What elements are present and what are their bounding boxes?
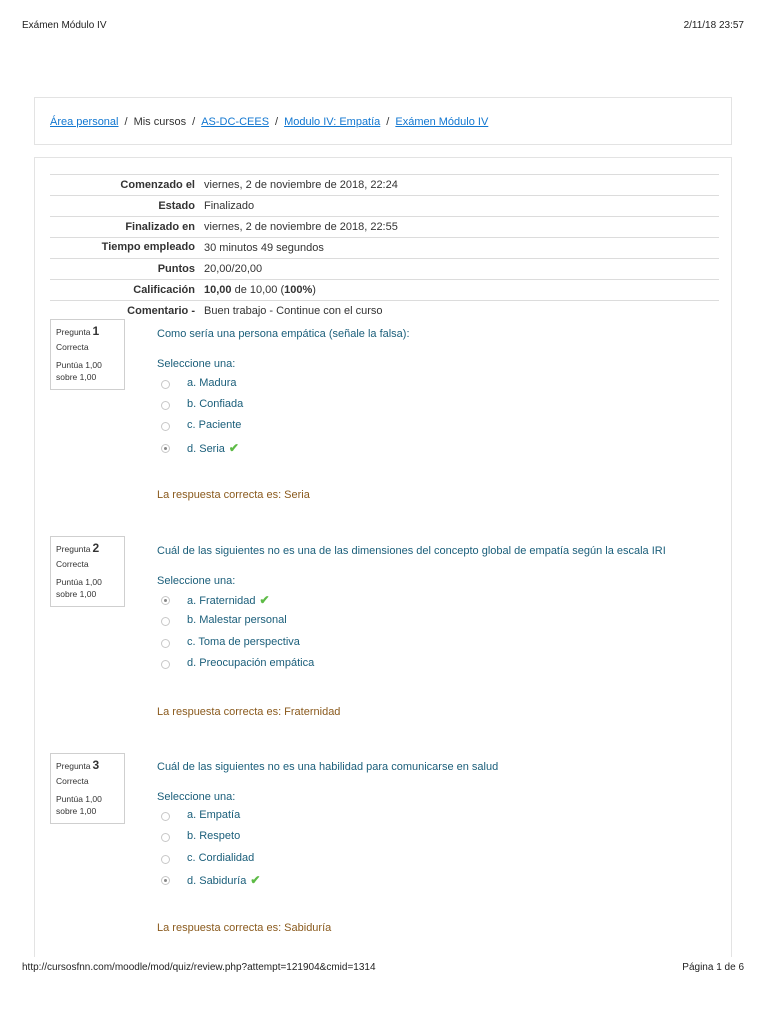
breadcrumb	[50, 116, 488, 128]
answer-prompt-1: Seleccione una:	[157, 358, 236, 370]
summary-value: Buen trabajo - Continue con el curso	[204, 305, 383, 317]
answer-label: c. Paciente	[187, 419, 242, 431]
answer-label: a. Empatía	[187, 809, 241, 821]
summary-row-finished	[50, 217, 719, 238]
answer-label: d. Seria	[187, 443, 225, 455]
print-header	[22, 20, 744, 34]
question-text-2: Cuál de las siguientes no es una de las dimensiones del concepto global de empatía según la escala IRI	[157, 545, 666, 557]
check-icon: ✔	[250, 873, 261, 887]
breadcrumb-separator: /	[275, 116, 279, 128]
breadcrumb-separator: /	[386, 116, 390, 128]
answer-prompt-2: Seleccione una:	[157, 575, 236, 587]
summary-row-state	[50, 196, 719, 217]
print-footer	[22, 962, 744, 976]
summary-label: Finalizado en	[125, 221, 195, 233]
summary-value: viernes, 2 de noviembre de 2018, 22:24	[204, 179, 398, 191]
quiz-review-content	[34, 157, 732, 957]
radio-button[interactable]	[161, 833, 170, 842]
question-label: Pregunta	[56, 327, 91, 337]
question-info-2	[50, 536, 125, 607]
radio-button[interactable]	[161, 639, 170, 648]
answer-label: b. Confiada	[187, 398, 244, 410]
breadcrumb-separator: /	[192, 116, 196, 128]
breadcrumb-separator: /	[124, 116, 128, 128]
question-label: Pregunta	[56, 761, 91, 771]
correct-answer-feedback-3: La respuesta correcta es: Sabiduría	[157, 922, 332, 934]
radio-button[interactable]	[161, 401, 170, 410]
grade-close: )	[312, 284, 316, 296]
breadcrumb-course[interactable]: AS-DC-CEES	[201, 116, 270, 128]
question-grade: Puntúa 1,00 sobre 1,00	[56, 360, 102, 382]
answer-label: a. Fraternidad	[187, 595, 256, 607]
radio-button-checked[interactable]	[161, 596, 170, 605]
question-text-3: Cuál de las siguientes no es una habilidad para comunicarse en salud	[157, 761, 499, 773]
breadcrumb-mis-cursos: Mis cursos	[133, 116, 187, 128]
radio-button[interactable]	[161, 660, 170, 669]
radio-button-checked[interactable]	[161, 444, 170, 453]
summary-value: Finalizado	[204, 200, 255, 212]
breadcrumb-container	[34, 97, 732, 145]
correct-answer-feedback-1: La respuesta correcta es: Seria	[157, 489, 310, 501]
answer-label: c. Toma de perspectiva	[187, 636, 300, 648]
question-number-value: 2	[92, 541, 100, 555]
summary-value: viernes, 2 de noviembre de 2018, 22:55	[204, 221, 398, 233]
answer-label: c. Cordialidad	[187, 852, 255, 864]
grade-score: 10,00	[204, 284, 232, 296]
summary-label: Tiempo empleado	[101, 241, 195, 253]
radio-button[interactable]	[161, 855, 170, 864]
grade-percent: 100%	[284, 284, 313, 296]
radio-button[interactable]	[161, 422, 170, 431]
summary-value: 30 minutos 49 segundos	[204, 242, 324, 254]
radio-button-checked[interactable]	[161, 876, 170, 885]
question-grade: Puntúa 1,00 sobre 1,00	[56, 794, 102, 816]
summary-row-started	[50, 175, 719, 196]
summary-value	[200, 280, 719, 301]
check-icon: ✔	[228, 441, 239, 455]
question-number	[56, 758, 119, 772]
question-number-value: 3	[92, 758, 100, 772]
answer-label: b. Respeto	[187, 830, 241, 842]
question-info-3	[50, 753, 125, 824]
radio-button[interactable]	[161, 380, 170, 389]
breadcrumb-module[interactable]: Modulo IV: Empatía	[284, 116, 381, 128]
answer-label: a. Madura	[187, 377, 237, 389]
summary-label: Estado	[158, 200, 195, 212]
summary-label: Puntos	[157, 263, 195, 275]
question-text-1: Como sería una persona empática (señale la falsa):	[157, 328, 410, 340]
question-label: Pregunta	[56, 544, 91, 554]
attempt-summary-table	[50, 174, 719, 321]
question-number	[56, 324, 119, 338]
radio-button[interactable]	[161, 617, 170, 626]
check-icon: ✔	[259, 593, 270, 607]
question-state: Correcta	[56, 342, 89, 352]
summary-row-points	[50, 259, 719, 280]
question-grade: Puntúa 1,00 sobre 1,00	[56, 577, 102, 599]
answer-prompt-3: Seleccione una:	[157, 791, 236, 803]
answer-label: b. Malestar personal	[187, 614, 287, 626]
print-datetime: 2/11/18 23:57	[683, 20, 744, 31]
print-title: Exámen Módulo IV	[22, 20, 107, 31]
question-number	[56, 541, 119, 555]
summary-row-grade	[50, 280, 719, 301]
print-page-number: Página 1 de 6	[682, 962, 744, 973]
summary-label: Comentario -	[127, 305, 195, 317]
summary-value: 20,00/20,00	[204, 263, 263, 275]
question-info-1	[50, 319, 125, 390]
breadcrumb-quiz[interactable]: Exámen Módulo IV	[395, 116, 489, 128]
question-number-value: 1	[92, 324, 100, 338]
grade-max: de 10,00 (	[231, 284, 285, 296]
print-url: http://cursosfnn.com/moodle/mod/quiz/review.php?attempt=121904&cmid=1314	[22, 962, 376, 973]
answer-label: d. Sabiduría	[187, 875, 247, 887]
summary-label: Comenzado el	[120, 179, 195, 191]
question-state: Correcta	[56, 559, 89, 569]
summary-row-time	[50, 238, 719, 259]
breadcrumb-area-personal[interactable]: Área personal	[50, 116, 119, 128]
question-state: Correcta	[56, 776, 89, 786]
correct-answer-feedback-2: La respuesta correcta es: Fraternidad	[157, 706, 341, 718]
answer-label: d. Preocupación empática	[187, 657, 315, 669]
radio-button[interactable]	[161, 812, 170, 821]
summary-label: Calificación	[133, 284, 195, 296]
summary-row-comment	[50, 301, 719, 322]
